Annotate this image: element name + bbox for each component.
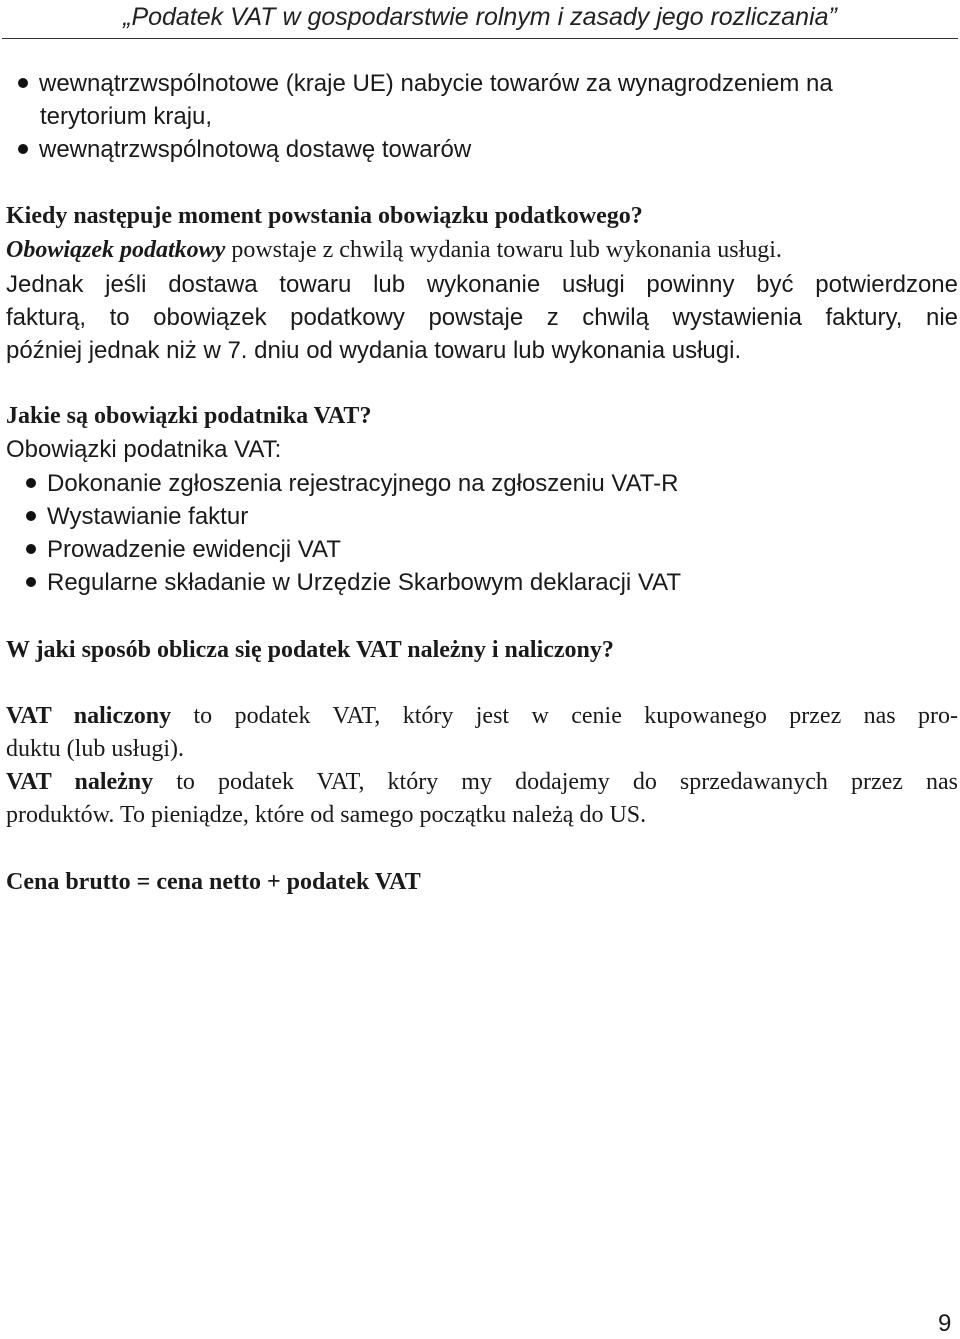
price-formula: Cena brutto = cena netto + podatek VAT (6, 869, 421, 895)
moment-question: Kiedy następuje moment powstania obowiązku podatkowego? (6, 203, 643, 229)
list-item-continuation: terytorium kraju, (40, 103, 213, 130)
paragraph-line: Jednak jeśli dostawa towaru lub wykonanie usługi powinny być potwierdzone (6, 271, 958, 298)
definition-text: to podatek VAT, który my dodajemy do sprzedawanych przez nas (153, 769, 958, 795)
definition-line: produktów. To pieniądze, które od samego początku należą do US. (6, 802, 647, 828)
bullet-icon (26, 511, 36, 521)
bullet-icon (18, 78, 28, 88)
list-item-text: Prowadzenie ewidencji VAT (47, 536, 341, 563)
definition-text: to podatek VAT, który jest w cenie kupowanego przez nas pro- (171, 703, 958, 729)
moment-paragraph (6, 268, 958, 367)
definition-term: VAT należny (6, 769, 154, 795)
page-number: 9 (938, 1310, 952, 1337)
definition-line: duktu (lub usługi). (6, 736, 184, 762)
intro-bullet-list (18, 67, 958, 166)
list-item (26, 533, 956, 566)
list-item-text: Regularne składanie w Urzędzie Skarbowym deklaracji VAT (47, 569, 682, 596)
list-item (18, 133, 958, 166)
duties-intro: Obowiązki podatnika VAT: (6, 436, 282, 463)
paragraph-line: później jednak niż w 7. dniu od wydania towaru lub wykonania usługi. (6, 337, 742, 364)
header-rule (2, 38, 958, 39)
list-item-text: wewnątrzwspólnotowe (kraje UE) nabycie towarów za wynagrodzeniem na (39, 70, 833, 97)
paragraph-line: fakturą, to obowiązek podatkowy powstaje z chwilą wystawienia faktury, nie (6, 304, 958, 331)
moment-answer-rest: powstaje z chwilą wydania towaru lub wykonania usługi. (225, 237, 782, 263)
bullet-icon (26, 478, 36, 488)
list-item (18, 67, 958, 100)
definition-vat-nalezny (6, 766, 958, 832)
list-item-text: Dokonanie zgłoszenia rejestracyjnego na zgłoszeniu VAT-R (47, 470, 679, 497)
definition-term: VAT naliczony (6, 703, 172, 729)
moment-answer (6, 234, 958, 267)
moment-answer-emphasis: Obowiązek podatkowy (6, 237, 226, 263)
list-item-text: wewnątrzwspólnotową dostawę towarów (39, 136, 472, 163)
list-item (26, 566, 956, 599)
duties-list (26, 467, 956, 599)
list-item-text: Wystawianie faktur (47, 503, 249, 530)
duties-question: Jakie są obowiązki podatnika VAT? (6, 403, 372, 429)
definition-line (6, 766, 958, 799)
bullet-icon (26, 577, 36, 587)
bullet-icon (18, 144, 28, 154)
list-item (26, 500, 956, 533)
definition-line (6, 700, 958, 733)
running-header: „Podatek VAT w gospodarstwie rolnym i zasady jego rozliczania” (123, 3, 837, 31)
bullet-icon (26, 544, 36, 554)
calc-question: W jaki sposób oblicza się podatek VAT należny i naliczony? (6, 637, 614, 663)
definition-vat-naliczony (6, 700, 958, 766)
list-item (26, 467, 956, 500)
